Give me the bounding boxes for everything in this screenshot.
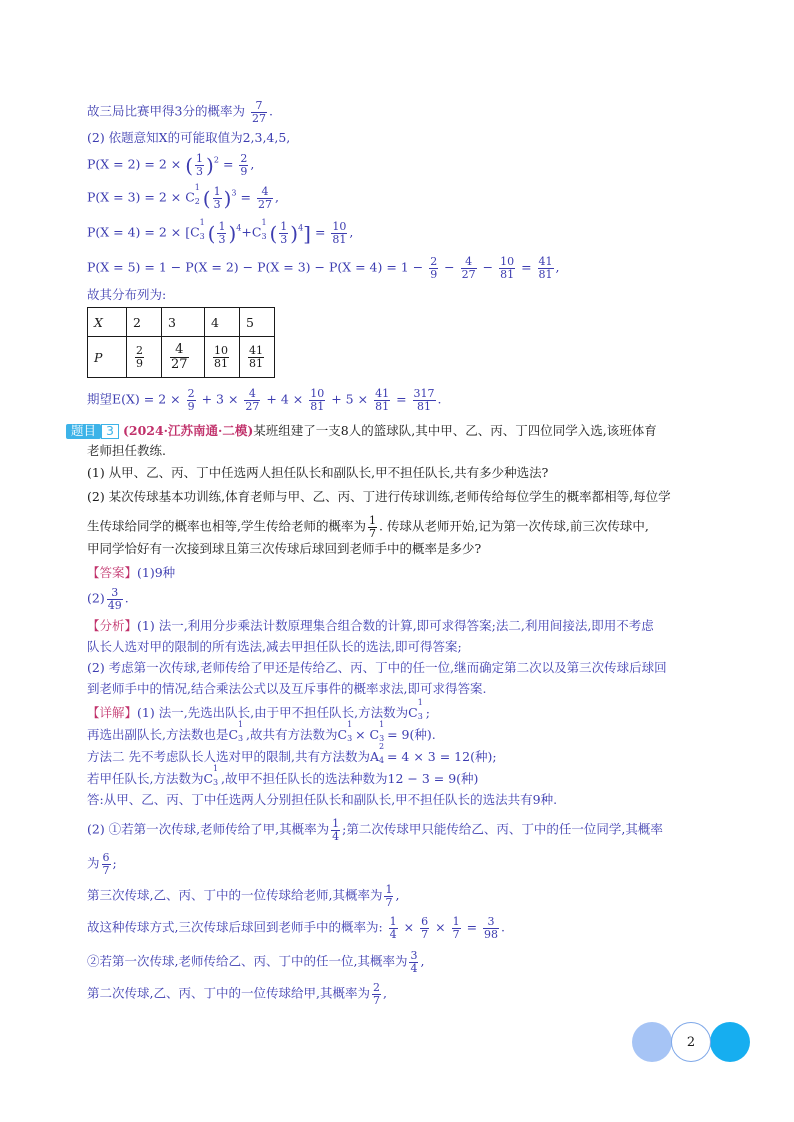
fraction: [170, 343, 189, 371]
denominator: 81: [310, 399, 325, 413]
fraction: [461, 256, 477, 280]
table-cell: 2: [127, 308, 162, 337]
numerator: 2: [187, 387, 195, 400]
table-row: [88, 337, 275, 378]
formula-line: [87, 153, 254, 177]
detail-text: ②若第一次传球,老师传给乙、丙、丁中的任一位,其概率为: [87, 953, 408, 969]
fraction: [538, 256, 554, 280]
formula-line: [87, 217, 354, 246]
text: 生传球给同学的概率也相等,学生传给老师的概率为: [87, 518, 366, 534]
fraction: [244, 388, 260, 412]
numerator: 2: [136, 343, 143, 357]
denominator: 3: [280, 232, 288, 246]
detail-line: [87, 884, 399, 908]
text: P(X = 2) = 2 ×: [87, 156, 186, 172]
text: +C: [241, 224, 262, 240]
subscript: 3: [261, 231, 267, 241]
question-tag: 题目: [66, 424, 101, 439]
detail-text: (2) ①若第一次传球,老师传给了甲,其概率为: [87, 821, 330, 837]
detail-text: ,故甲不担任队长的选法种数为12 − 3 = 9(种): [221, 771, 479, 786]
sub-sup: [261, 217, 269, 241]
punct: ,: [250, 156, 255, 172]
page-decoration-circle: [632, 1022, 672, 1062]
denominator: 7: [385, 895, 393, 909]
numerator: 2: [430, 255, 438, 268]
formula-line: [87, 182, 279, 211]
fraction: [107, 587, 123, 611]
numerator: 1: [218, 220, 226, 233]
denominator: 81: [332, 232, 347, 246]
punct: ,: [382, 985, 387, 1001]
fraction: [195, 153, 204, 177]
subscript: 3: [347, 734, 353, 743]
superscript: 1: [199, 217, 205, 227]
answer-text: (1)9种: [137, 565, 176, 580]
fraction: [213, 186, 222, 210]
paren: ): [290, 221, 299, 246]
detail-text: ;第二次传球甲只能传给乙、丙、丁中的任一位同学,其概率: [342, 821, 663, 837]
superscript: 1: [347, 720, 353, 729]
detail-line: [87, 742, 497, 765]
denominator: 7: [368, 526, 376, 540]
text: P(X = 5) = 1 − P(X = 2) − P(X = 3) − P(X = 4) = 1 −: [87, 259, 424, 275]
numerator: 317: [413, 387, 435, 400]
detail-line: [87, 698, 430, 721]
punct: ,: [420, 953, 425, 969]
numerator: 1: [368, 514, 376, 527]
detail-text: × C: [355, 727, 380, 742]
numerator: 1: [196, 152, 204, 165]
subscript: 3: [213, 778, 219, 787]
subscript: 2: [194, 196, 200, 206]
detail-text: = 4 × 3 = 12(种);: [386, 749, 497, 764]
text-line: (2) 依题意知X的可能取值为2,3,4,5,: [87, 130, 291, 145]
fraction: [374, 388, 390, 412]
text: + 5 ×: [331, 391, 369, 407]
denominator: 4: [410, 961, 418, 975]
superscript: 1: [379, 720, 385, 729]
punct: .: [501, 919, 506, 935]
detail-line: [87, 764, 479, 787]
detail-line: [87, 916, 505, 940]
detail-text: 若甲任队长,方法数为C: [87, 771, 214, 786]
numerator: 10: [310, 387, 325, 400]
subscript: 3: [238, 734, 244, 743]
punct: ,: [274, 189, 279, 205]
detail-text: 再选出副队长,方法数也是C: [87, 727, 239, 742]
fraction: [413, 388, 436, 412]
fraction: [279, 221, 288, 245]
table-row: [88, 308, 275, 337]
denominator: 27: [461, 267, 476, 281]
punct: ;: [425, 705, 430, 720]
table-cell: [205, 337, 240, 378]
detail-text: 故这种传球方式,三次传球后球回到老师手中的概率为:: [87, 919, 383, 935]
sub-sup: [378, 742, 387, 765]
fraction: [331, 818, 340, 842]
detail-line: 答:从甲、乙、丙、丁中任选两人分别担任队长和副队长,甲不担任队长的选法共有9种.: [87, 792, 558, 807]
numerator: 1: [452, 915, 460, 928]
paren: ): [228, 221, 237, 246]
denominator: 27: [251, 111, 266, 125]
fraction: [368, 515, 377, 539]
numerator: 4: [257, 186, 273, 199]
distribution-table: [87, 307, 275, 378]
numerator: 41: [249, 343, 263, 357]
detail-text: 为: [87, 855, 100, 871]
numerator: 2: [240, 152, 248, 165]
denominator: 27: [257, 197, 272, 211]
detail-text: 第三次传球,乙、丙、丁中的一位传球给老师,其概率为: [87, 887, 383, 903]
denominator: 81: [417, 399, 432, 413]
numerator: 1: [332, 817, 340, 830]
text: + 4 ×: [266, 391, 304, 407]
analysis-line: [87, 620, 654, 633]
question-part: (2) 某次传球基本功训练,体育老师与甲、乙、丙、丁进行传球训练,老师传给每位学生的概率都相等,每位学: [87, 489, 671, 504]
subscript: 3: [199, 231, 205, 241]
numerator: 3: [483, 916, 499, 929]
equals: =: [396, 391, 407, 407]
answer-label: 【答案】: [87, 565, 138, 580]
text-line: 故其分布列为:: [87, 287, 167, 302]
equals: =: [240, 189, 251, 205]
text: 期望E(X) = 2 ×: [87, 391, 181, 407]
numerator: 1: [389, 915, 397, 928]
subscript: 3: [417, 712, 423, 721]
numerator: 10: [500, 255, 515, 268]
formula-line: [87, 256, 560, 280]
fraction: [389, 916, 398, 940]
analysis-line: (2) 考虑第一次传球,老师传给了甲还是传给乙、丙、丁中的任一位,继而确定第二次以及第三次传球后球回: [87, 660, 667, 675]
denominator: 81: [214, 356, 228, 370]
fraction: [135, 345, 144, 369]
numerator: 4: [170, 343, 189, 358]
denominator: 4: [332, 829, 340, 843]
numerator: 41: [538, 255, 553, 268]
table-cell: 3: [162, 308, 205, 337]
denominator: 7: [452, 927, 460, 941]
superscript: 1: [417, 698, 423, 707]
numerator: 4: [244, 388, 260, 401]
numerator: 2: [372, 981, 380, 994]
sub-sup: [194, 182, 203, 206]
fraction: [452, 916, 461, 940]
punct: .: [268, 103, 273, 119]
equals: =: [222, 156, 234, 172]
numerator: 7: [251, 100, 267, 113]
numerator: 41: [375, 387, 390, 400]
table-cell: 4: [205, 308, 240, 337]
text: + 3 ×: [201, 391, 239, 407]
question-part: [87, 515, 649, 539]
superscript: 1: [261, 217, 267, 227]
question-number: 3: [101, 424, 119, 439]
paren: ): [206, 153, 214, 178]
denominator: 49: [107, 598, 122, 612]
detail-label: 【详解】: [87, 705, 138, 720]
punct: ,: [395, 887, 400, 903]
text: P(X = 3) = 2 × C: [87, 189, 195, 205]
fraction: [309, 388, 325, 412]
detail-line: [87, 720, 436, 743]
question-text: 老师担任教练.: [87, 443, 166, 458]
paren: ): [223, 186, 232, 211]
text-line: [87, 100, 273, 124]
sub-sup: [238, 720, 246, 743]
numerator: 6: [421, 915, 429, 928]
times: ×: [435, 919, 446, 935]
detail-text: 方法二 先不考虑队长人选对甲的限制,共有方法数为A: [87, 749, 379, 764]
paren: (: [202, 186, 211, 211]
question-header: [66, 424, 657, 439]
sub-sup: [417, 698, 426, 721]
denominator: 9: [240, 164, 248, 178]
detail-line: [87, 852, 117, 876]
punct: .: [124, 590, 129, 606]
times: ×: [403, 919, 415, 935]
denominator: 3: [196, 164, 204, 178]
fraction: [372, 982, 381, 1006]
text: P(X = 4) = 2 × [C: [87, 224, 200, 240]
numerator: 1: [280, 220, 288, 233]
equals: =: [521, 259, 532, 275]
fraction: [331, 221, 347, 245]
minus: −: [482, 259, 494, 275]
table-header: X: [88, 308, 127, 337]
denominator: 9: [136, 356, 143, 370]
question-text: 某班组建了一支8人的篮球队,其中甲、乙、丙、丁四位同学入选,该班体育: [253, 423, 657, 438]
numerator: 1: [213, 185, 221, 198]
superscript: 1: [238, 720, 244, 729]
numerator: 3: [410, 949, 418, 962]
text: 故三局比赛甲得3分的概率为: [87, 103, 245, 119]
punct: .: [437, 391, 442, 407]
numerator: 4: [461, 256, 477, 269]
analysis-label: 【分析】: [87, 618, 138, 633]
fraction: [217, 221, 226, 245]
punct: ,: [555, 259, 560, 275]
sub-sup: [213, 764, 221, 787]
denominator: 7: [372, 993, 380, 1007]
equals: =: [466, 919, 478, 935]
detail-text: 第二次传球,乙、丙、丁中的一位传球给甲,其概率为: [87, 985, 370, 1001]
table-cell: 5: [240, 308, 275, 337]
page-number: 2: [671, 1022, 711, 1062]
detail-text: (1) 法一,先选出队长,由于甲不担任队长,方法数为C: [137, 705, 418, 720]
denominator: 7: [421, 927, 429, 941]
denominator: 27: [245, 399, 260, 413]
bracket: ]: [303, 221, 311, 246]
fraction: [257, 186, 273, 210]
fraction: [248, 345, 264, 369]
fraction: [483, 916, 499, 940]
subscript: 3: [379, 734, 385, 743]
analysis-line: 队长人选对甲的限制的所有选法,减去甲担任队长的选法,即可得答案;: [87, 639, 462, 654]
punct: ;: [112, 855, 117, 871]
question-part: 甲同学恰好有一次接到球且第三次传球后球回到老师手中的概率是多少?: [87, 541, 482, 556]
equals: =: [314, 224, 326, 240]
denominator: 81: [375, 399, 390, 413]
denominator: 81: [538, 267, 553, 281]
minus: −: [444, 259, 455, 275]
answer-line: [87, 567, 175, 580]
exponent: 4: [236, 223, 242, 233]
table-cell: [240, 337, 275, 378]
numerator: 6: [102, 851, 110, 864]
detail-line: [87, 818, 663, 842]
denominator: 9: [430, 267, 438, 281]
fraction: [102, 852, 111, 876]
superscript: 2: [378, 742, 385, 751]
sub-sup: [347, 720, 355, 743]
detail-text: ,故共有方法数为C: [246, 727, 348, 742]
denominator: 81: [500, 267, 515, 281]
fraction: [239, 153, 248, 177]
table-cell: [127, 337, 162, 378]
numerator: 3: [107, 587, 123, 600]
question-part: (1) 从甲、乙、丙、丁中任选两人担任队长和副队长,甲不担任队长,共有多少种选法?: [87, 465, 549, 480]
fraction: [384, 884, 393, 908]
table-header: P: [88, 337, 127, 378]
paren: (: [185, 153, 194, 178]
superscript: 1: [213, 764, 219, 773]
detail-text: = 9(种).: [387, 727, 436, 742]
denominator: 27: [171, 356, 188, 372]
denominator: 81: [249, 356, 263, 370]
paren: (: [207, 221, 216, 246]
sub-sup: [379, 720, 387, 743]
table-cell: [162, 337, 205, 378]
numerator: 10: [332, 220, 347, 233]
denominator: 3: [213, 197, 221, 211]
question-source: (2024·江苏南通·二模): [122, 423, 254, 438]
fraction: [187, 388, 196, 412]
detail-line: [87, 982, 387, 1006]
fraction: [429, 256, 438, 280]
detail-line: [87, 950, 424, 974]
denominator: 9: [187, 399, 195, 413]
numerator: 1: [385, 883, 393, 896]
subscript: 4: [378, 756, 385, 765]
denominator: 4: [389, 927, 397, 941]
punct: ,: [349, 224, 354, 240]
denominator: 98: [484, 927, 499, 941]
answer-text: (2): [87, 590, 105, 606]
fraction: [409, 950, 418, 974]
denominator: 7: [102, 863, 110, 877]
paren: (: [269, 221, 278, 246]
analysis-text: (1) 法一,利用分步乘法计数原理集合组合数的计算,即可求得答案;法二,利用间接法,即用不考虑: [137, 618, 654, 633]
exponent: 2: [213, 155, 219, 165]
text: . 传球从老师开始,记为第一次传球,前三次传球中,: [378, 518, 649, 534]
sub-sup: [199, 217, 208, 241]
denominator: 3: [218, 232, 226, 246]
fraction: [499, 256, 515, 280]
fraction: [251, 100, 267, 124]
formula-line: [87, 388, 442, 412]
answer-line: [87, 587, 129, 611]
exponent: 3: [231, 188, 237, 198]
superscript: 1: [194, 182, 200, 192]
exponent: 4: [298, 223, 304, 233]
fraction: [420, 916, 429, 940]
page-decoration-circle: [710, 1022, 750, 1062]
fraction: [213, 345, 229, 369]
numerator: 10: [214, 343, 228, 357]
analysis-line: 到老师手中的情况,结合乘法公式以及互斥事件的概率求法,即可求得答案.: [87, 681, 487, 696]
